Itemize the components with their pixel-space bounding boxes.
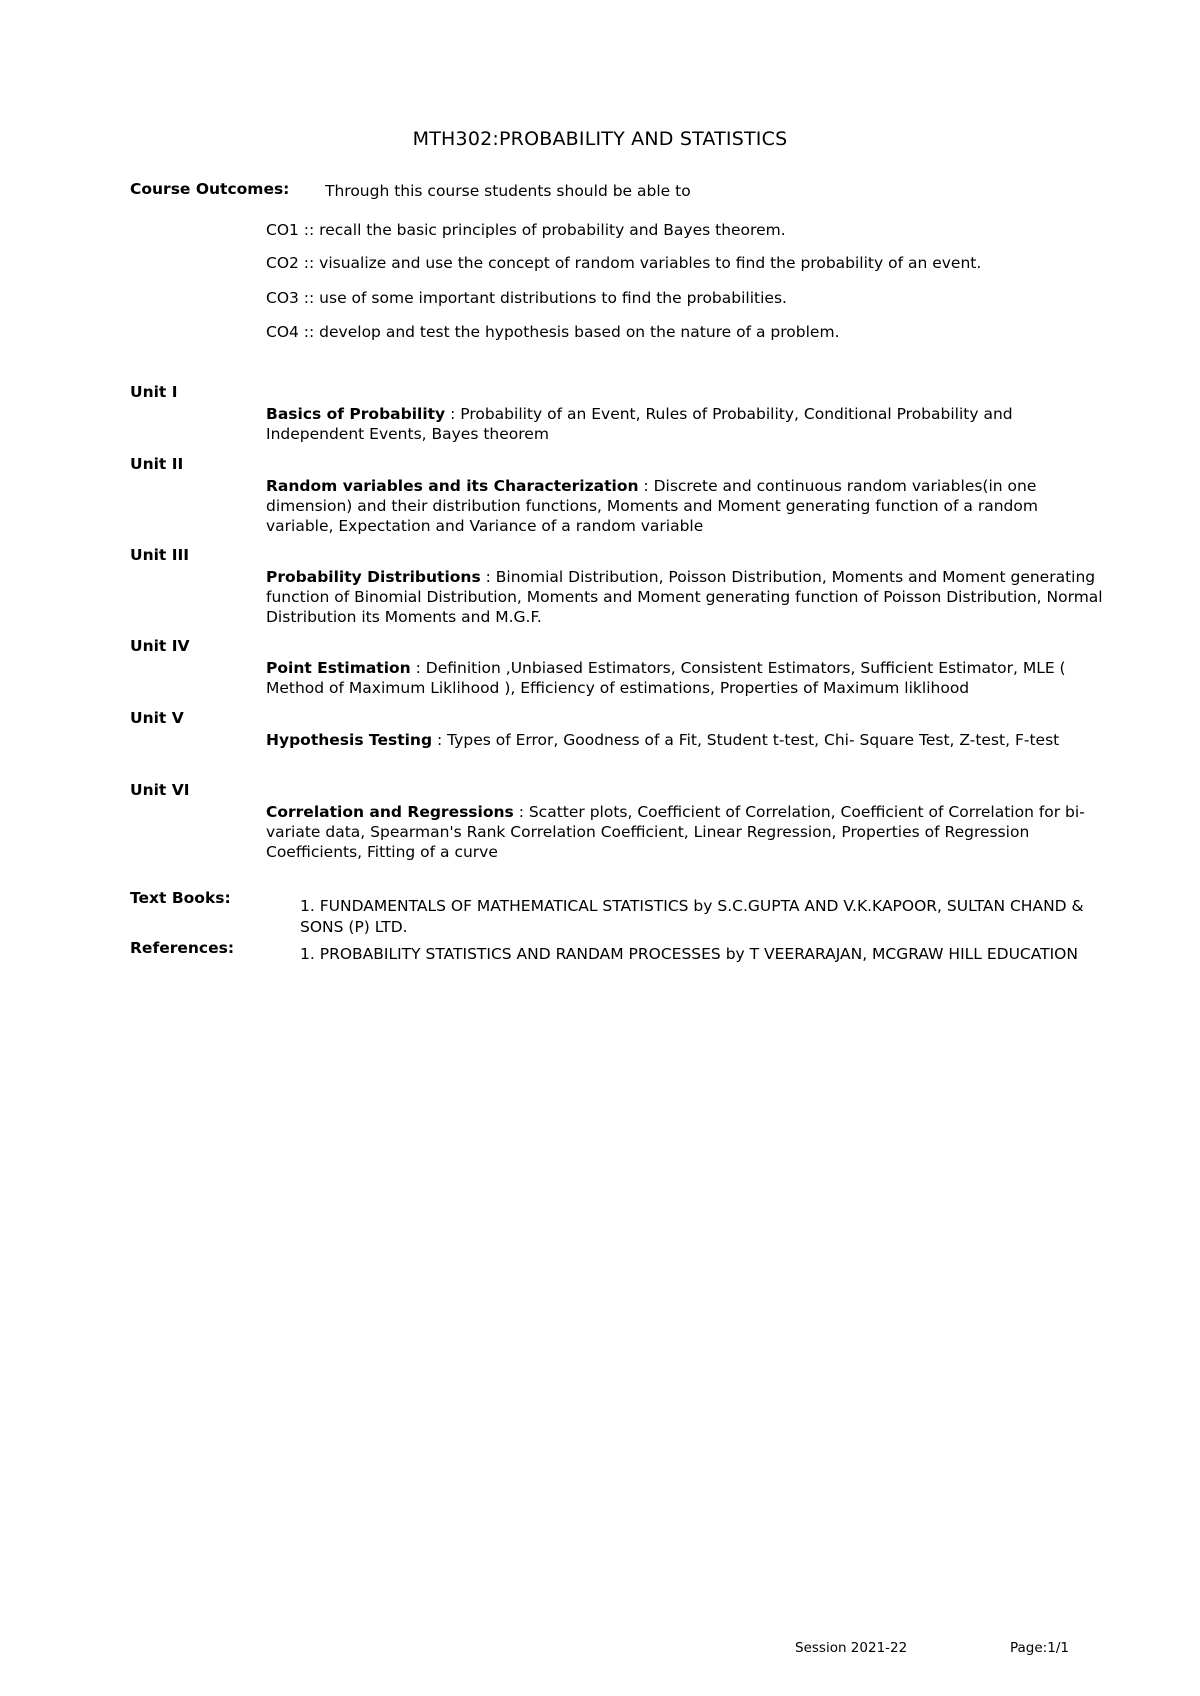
unit-6-description: Scatter plots, Coefficient of Correlation, Coefficient of Correlation for bi-variate data, Spearman's Rank Correlation Coefficient, Linear Regression, Properties of Regression Coefficients, Fitting of a curve	[266, 803, 1085, 861]
session-text: Session 2021-22	[795, 1640, 908, 1656]
unit-1-description: Probability of an Event, Rules of Probability, Conditional Probability and Independent Events, Bayes theorem	[266, 405, 1013, 443]
unit-2-description: Discrete and continuous random variables(in one dimension) and their distribution functions, Moments and Moment generating function of a random variable, Expectation and Variance of a random variable	[266, 477, 1038, 535]
unit-6-topic: Correlation and Regressions	[266, 803, 514, 821]
page-title: MTH302:PROBABILITY AND STATISTICS	[412, 128, 788, 150]
unit-5-description: Types of Error, Goodness of a Fit, Student t-test, Chi- Square Test, Z-test, F-test	[447, 731, 1060, 749]
unit-1-content	[266, 404, 1106, 444]
unit-6-separator: :	[513, 803, 529, 821]
unit-1-separator: :	[445, 405, 461, 423]
course-outcomes-label: Course Outcomes:	[130, 180, 290, 198]
unit-3-separator: :	[480, 568, 496, 586]
unit-3-label: Unit III	[130, 546, 190, 564]
unit-5-label: Unit V	[130, 709, 184, 727]
reference-item: 1. PROBABILITY STATISTICS AND RANDAM PROCESSES by T VEERARAJAN, MCGRAW HILL EDUCATION	[300, 945, 1078, 963]
references-label: References:	[130, 939, 235, 957]
unit-4-topic: Point Estimation	[266, 659, 411, 677]
unit-4-separator: :	[410, 659, 426, 677]
unit-1-label: Unit I	[130, 383, 178, 401]
unit-4-description: Definition ,Unbiased Estimators, Consistent Estimators, Sufficient Estimator, MLE ( Method of Maximum Liklihood ), Efficiency of estimations, Properties of Maximum liklihood	[266, 659, 1066, 697]
unit-3-topic: Probability Distributions	[266, 568, 481, 586]
course-outcome-3: CO3 :: use of some important distributions to find the probabilities.	[266, 289, 787, 307]
course-outcome-2: CO2 :: visualize and use the concept of random variables to find the probability of an event.	[266, 254, 982, 272]
unit-2-separator: :	[638, 477, 654, 495]
unit-5-content	[266, 730, 1106, 750]
course-outcome-4: CO4 :: develop and test the hypothesis based on the nature of a problem.	[266, 323, 840, 341]
unit-2-label: Unit II	[130, 455, 184, 473]
unit-3-content	[266, 567, 1106, 627]
unit-4-label: Unit IV	[130, 637, 190, 655]
unit-2-content	[266, 476, 1106, 536]
course-outcome-1: CO1 :: recall the basic principles of probability and Bayes theorem.	[266, 221, 786, 239]
unit-3-description: Binomial Distribution, Poisson Distribution, Moments and Moment generating function of Binomial Distribution, Moments and Moment generating function of Poisson Distribution, Normal Distribution its Moments and M.G.F.	[266, 568, 1103, 626]
text-books-label: Text Books:	[130, 889, 231, 907]
unit-1-topic: Basics of Probability	[266, 405, 446, 423]
course-outcomes-intro: Through this course students should be able to	[325, 182, 691, 200]
unit-6-content	[266, 802, 1106, 862]
unit-5-topic: Hypothesis Testing	[266, 731, 433, 749]
unit-5-separator: :	[432, 731, 448, 749]
unit-6-label: Unit VI	[130, 781, 190, 799]
unit-4-content	[266, 658, 1106, 698]
page-number: Page:1/1	[1010, 1640, 1069, 1656]
text-book-item: 1. FUNDAMENTALS OF MATHEMATICAL STATISTICS by S.C.GUPTA AND V.K.KAPOOR, SULTAN CHAND & SONS (P) LTD.	[300, 897, 1084, 936]
unit-2-topic: Random variables and its Characterization	[266, 477, 639, 495]
